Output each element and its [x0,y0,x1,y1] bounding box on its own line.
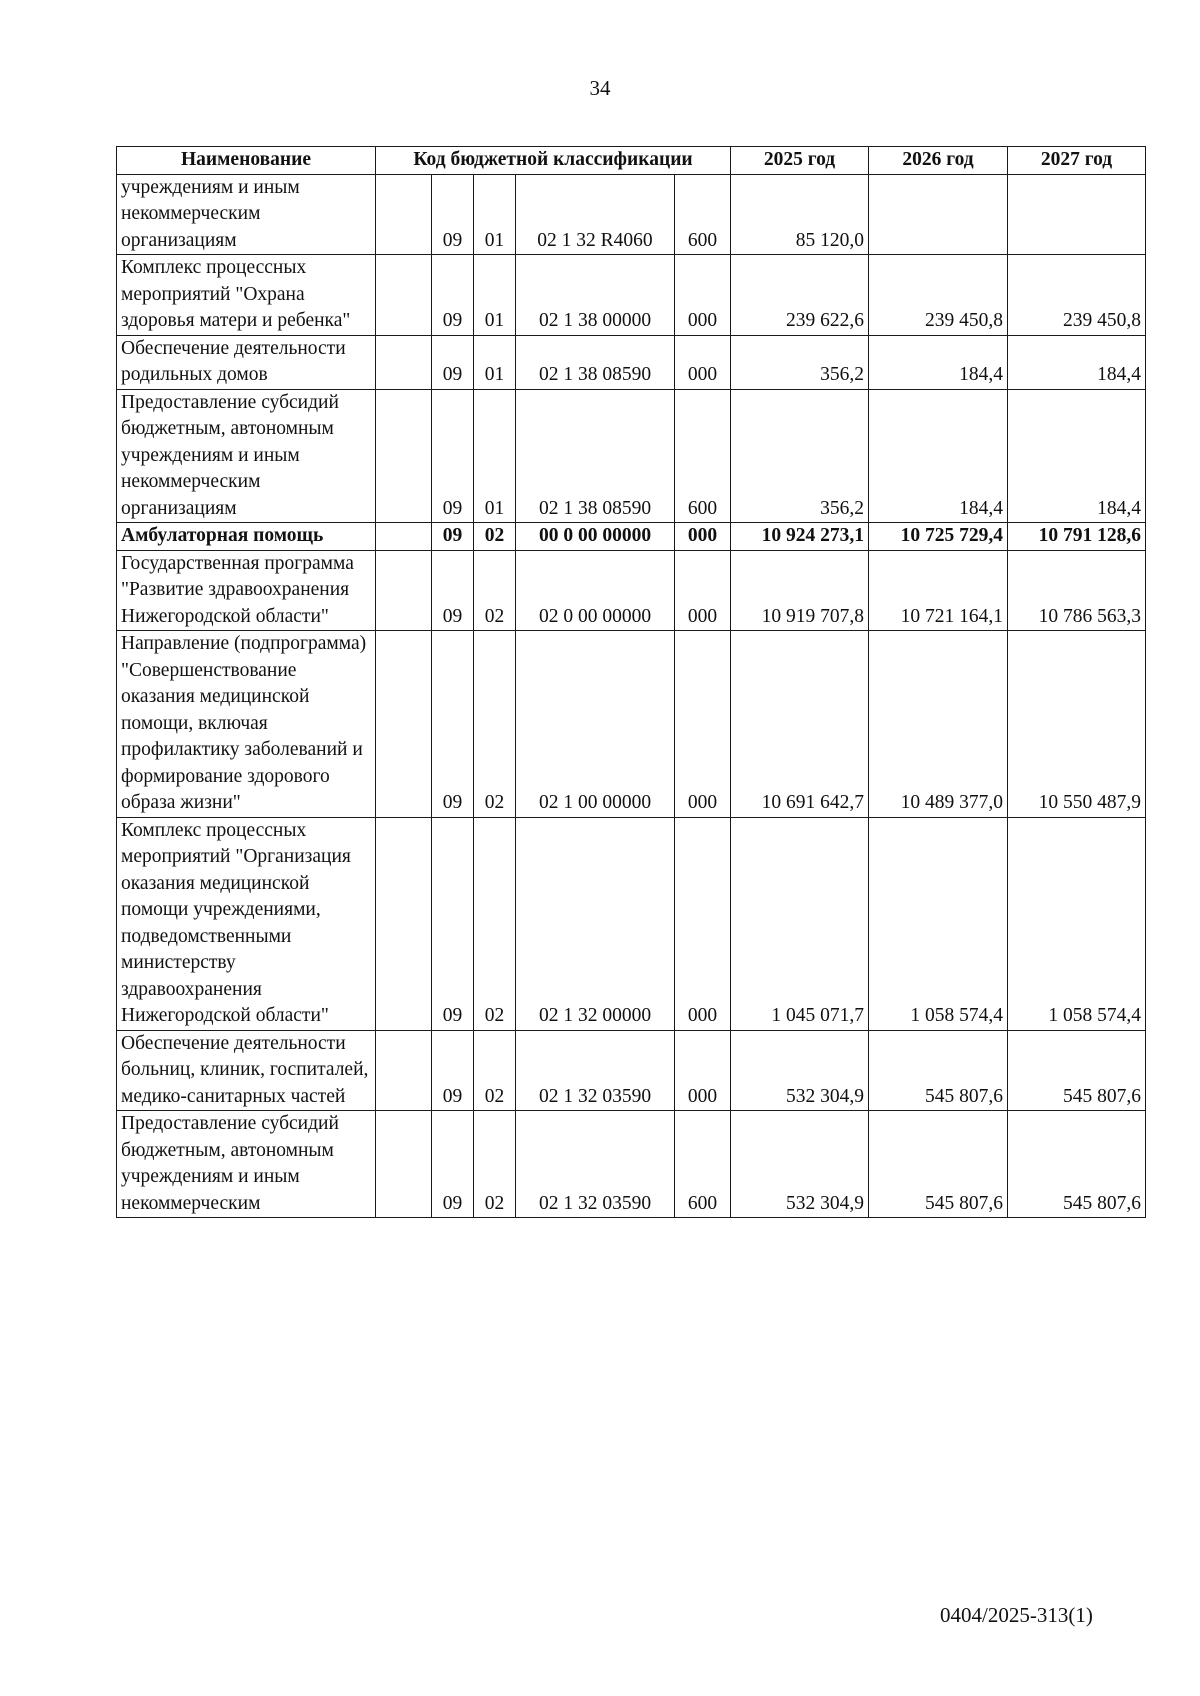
table-row [117,255,1146,336]
row-name: Обеспечение деятельности родильных домов [117,335,376,389]
amount-2027: 10 786 563,3 [1008,550,1146,631]
amount-2027: 184,4 [1008,335,1146,389]
expense-type-code: 000 [675,817,731,1030]
amount-2027: 239 450,8 [1008,255,1146,336]
document-code: 0404/2025-313(1) [940,1603,1093,1627]
subsection-code: 01 [474,255,516,336]
table-row [117,335,1146,389]
expense-type-code: 600 [675,389,731,523]
target-article-code: 02 0 00 00000 [516,550,675,631]
amount-2025: 10 924 273,1 [731,523,869,551]
header-2026: 2026 год [869,147,1008,175]
blank-cell [376,255,432,336]
row-name: Обеспечение деятельности больниц, клиник, госпиталей, медико-санитарных частей [117,1030,376,1111]
subsection-code: 02 [474,817,516,1030]
section-code: 09 [432,174,474,255]
section-code: 09 [432,817,474,1030]
header-2027: 2027 год [1008,147,1146,175]
row-name: Направление (подпрограмма) "Совершенствование оказания медицинской помощи, включая профилактику заболеваний и формирование здорового образа жизни" [117,631,376,818]
target-article-code: 02 1 00 00000 [516,631,675,818]
table-row [117,174,1146,255]
subsection-code: 02 [474,523,516,551]
amount-2026: 545 807,6 [869,1111,1008,1218]
subsection-code: 02 [474,550,516,631]
blank-cell [376,550,432,631]
section-code: 09 [432,631,474,818]
amount-2026: 1 058 574,4 [869,817,1008,1030]
amount-2025: 1 045 071,7 [731,817,869,1030]
section-code: 09 [432,1111,474,1218]
row-name: учреждениям и иным некоммерческим организациям [117,174,376,255]
amount-2027: 10 550 487,9 [1008,631,1146,818]
blank-cell [376,389,432,523]
amount-2026: 10 725 729,4 [869,523,1008,551]
table-row-section-total [117,523,1146,551]
subsection-code: 01 [474,389,516,523]
header-name: Наименование [117,147,376,175]
amount-2027: 545 807,6 [1008,1030,1146,1111]
blank-cell [376,1111,432,1218]
target-article-code: 02 1 32 R4060 [516,174,675,255]
expense-type-code: 000 [675,1030,731,1111]
subsection-code: 02 [474,1030,516,1111]
table-row [117,1111,1146,1218]
section-code: 09 [432,1030,474,1111]
blank-cell [376,174,432,255]
amount-2026: 184,4 [869,335,1008,389]
amount-2025: 10 691 642,7 [731,631,869,818]
section-code: 09 [432,255,474,336]
table-row [117,1030,1146,1111]
row-name: Предоставление субсидий бюджетным, автономным учреждениям и иным некоммерческим организациям [117,389,376,523]
amount-2025: 356,2 [731,335,869,389]
amount-2025: 532 304,9 [731,1030,869,1111]
target-article-code: 00 0 00 00000 [516,523,675,551]
page-number: 34 [589,76,611,100]
blank-cell [376,1030,432,1111]
expense-type-code: 000 [675,631,731,818]
amount-2027: 184,4 [1008,389,1146,523]
table-row [117,389,1146,523]
expense-type-code: 000 [675,255,731,336]
table-row [117,550,1146,631]
amount-2026 [869,174,1008,255]
subsection-code: 01 [474,335,516,389]
target-article-code: 02 1 32 00000 [516,817,675,1030]
amount-2026: 184,4 [869,389,1008,523]
blank-cell [376,335,432,389]
expense-type-code: 000 [675,523,731,551]
blank-cell [376,523,432,551]
blank-cell [376,817,432,1030]
amount-2025: 85 120,0 [731,174,869,255]
subsection-code: 01 [474,174,516,255]
amount-2027: 10 791 128,6 [1008,523,1146,551]
budget-table [116,146,1146,1218]
row-name: Государственная программа "Развитие здравоохранения Нижегородской области" [117,550,376,631]
header-row [117,147,1146,175]
amount-2025: 239 622,6 [731,255,869,336]
target-article-code: 02 1 32 03590 [516,1030,675,1111]
amount-2025: 356,2 [731,389,869,523]
expense-type-code: 600 [675,1111,731,1218]
amount-2026: 10 721 164,1 [869,550,1008,631]
row-name: Амбулаторная помощь [117,523,376,551]
target-article-code: 02 1 38 08590 [516,389,675,523]
subsection-code: 02 [474,631,516,818]
amount-2027: 1 058 574,4 [1008,817,1146,1030]
target-article-code: 02 1 32 03590 [516,1111,675,1218]
row-name: Комплекс процессных мероприятий "Охрана здоровья матери и ребенка" [117,255,376,336]
section-code: 09 [432,389,474,523]
expense-type-code: 000 [675,335,731,389]
section-code: 09 [432,523,474,551]
amount-2026: 545 807,6 [869,1030,1008,1111]
row-name: Комплекс процессных мероприятий "Организация оказания медицинской помощи учреждениями, подведомственными министерству здравоохранения Нижегородской области" [117,817,376,1030]
section-code: 09 [432,335,474,389]
amount-2027 [1008,174,1146,255]
amount-2025: 532 304,9 [731,1111,869,1218]
amount-2026: 10 489 377,0 [869,631,1008,818]
header-2025: 2025 год [731,147,869,175]
header-code: Код бюджетной классификации [376,147,731,175]
amount-2027: 545 807,6 [1008,1111,1146,1218]
amount-2025: 10 919 707,8 [731,550,869,631]
section-code: 09 [432,550,474,631]
target-article-code: 02 1 38 08590 [516,335,675,389]
row-name: Предоставление субсидий бюджетным, автономным учреждениям и иным некоммерческим [117,1111,376,1218]
subsection-code: 02 [474,1111,516,1218]
target-article-code: 02 1 38 00000 [516,255,675,336]
expense-type-code: 000 [675,550,731,631]
amount-2026: 239 450,8 [869,255,1008,336]
table-row [117,817,1146,1030]
table-row [117,631,1146,818]
blank-cell [376,631,432,818]
expense-type-code: 600 [675,174,731,255]
